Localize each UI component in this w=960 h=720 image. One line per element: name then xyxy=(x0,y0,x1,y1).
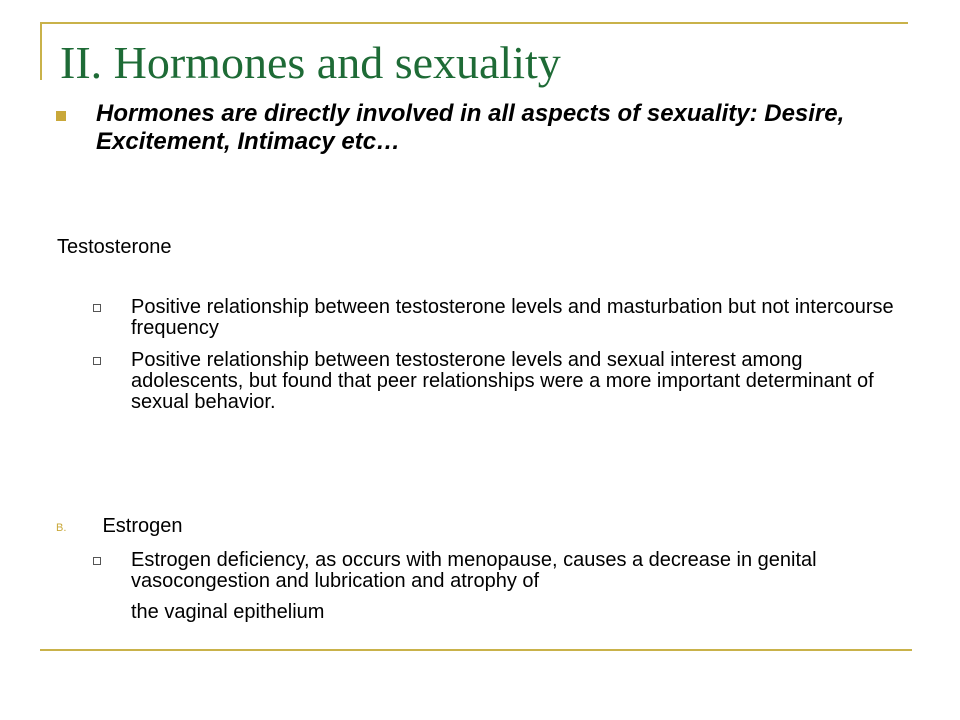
list-item-text: Positive relationship between testosterone levels and masturbation but not intercourse frequency xyxy=(131,296,894,339)
top-rule xyxy=(40,22,908,24)
testosterone-list xyxy=(93,297,913,413)
list-item xyxy=(93,350,913,413)
bottom-rule xyxy=(40,649,912,651)
left-rule xyxy=(40,22,42,80)
hollow-square-bullet-icon xyxy=(93,357,101,365)
lead-bullet-item xyxy=(56,100,896,156)
list-item xyxy=(93,297,913,339)
list-item-text-last-line: the vaginal epithelium xyxy=(131,601,325,623)
slide-title: II. Hormones and sexuality xyxy=(60,37,561,88)
hollow-square-bullet-icon xyxy=(93,557,101,565)
filled-square-bullet-icon xyxy=(56,111,66,121)
section-heading-estrogen-row xyxy=(56,514,183,538)
section-marker: B. xyxy=(56,522,67,534)
estrogen-list xyxy=(93,550,913,623)
hollow-square-bullet-icon xyxy=(93,304,101,312)
section-heading-testosterone: Testosterone xyxy=(57,236,172,258)
list-item xyxy=(93,550,913,623)
list-item-text: Positive relationship between testosterone levels and sexual interest among adolescents, but found that peer relationships were a more important determinant of sexual behavior. xyxy=(131,349,874,413)
lead-text: Hormones are directly involved in all aspects of sexuality: Desire, Excitement, Intimacy etc… xyxy=(96,100,845,155)
list-item-text: Estrogen deficiency, as occurs with menopause, causes a decrease in genital vasocongestion and lubrication and atrophy of xyxy=(131,549,817,592)
section-heading-estrogen: Estrogen xyxy=(102,515,183,537)
